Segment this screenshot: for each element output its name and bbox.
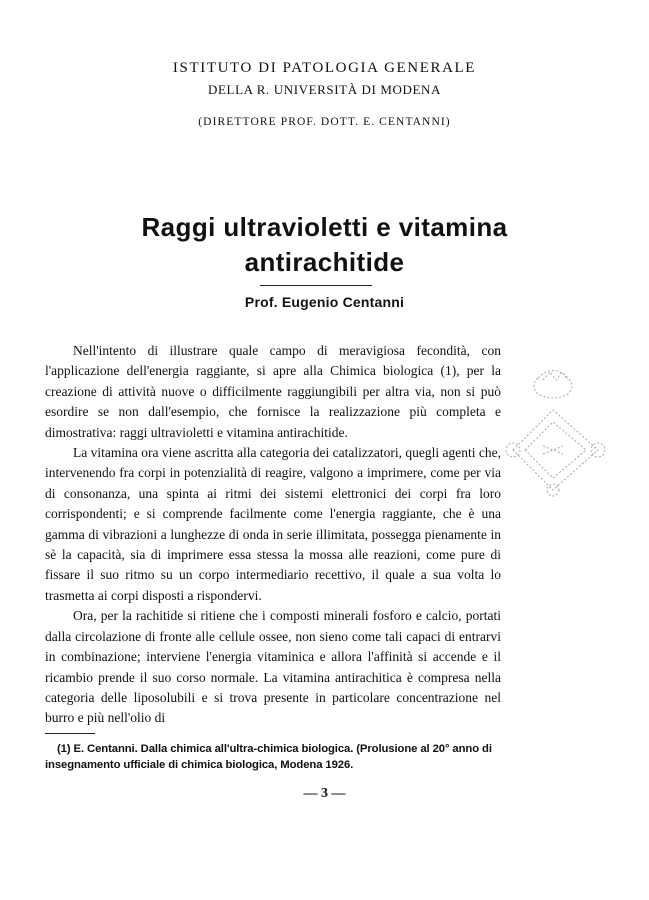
footnote-divider bbox=[45, 733, 95, 734]
page-number: — 3 — bbox=[303, 786, 346, 801]
director-line: (DIRETTORE PROF. DOTT. E. CENTANNI) bbox=[198, 116, 451, 128]
article-title bbox=[0, 210, 649, 280]
body-text bbox=[45, 341, 501, 729]
institute-name: ISTITUTO DI PATOLOGIA GENERALE bbox=[172, 60, 477, 76]
title-line-2: antirachitide bbox=[244, 247, 405, 277]
title-line-1: Raggi ultravioletti e vitamina bbox=[141, 212, 508, 242]
university-name: DELLA R. UNIVERSITÀ DI MODENA bbox=[208, 82, 441, 97]
library-stamp-icon bbox=[498, 358, 618, 498]
title-divider bbox=[260, 285, 372, 286]
paragraph: Ora, per la rachitide si ritiene che i composti minerali fosforo e calcio, portati dalla circolazione di fronte alle cellule ossee, non sieno come tali capaci di entrarvi in combinazione; interviene l'energia vitaminica e allora l'affinità si accende e il ricambio prende il suo corso normale. La vitamina antirachitica è compresa nella categoria delle liposolubili e si trova presente in particolare concentrazione nel burro e più nell'olio di bbox=[45, 608, 501, 726]
paragraph: La vitamina ora viene ascritta alla categoria dei catalizzatori, quegli agenti che, intervenendo fra corpi in potenzialità di reagire, valgono a imprimere, come per via di consonanza, una spinta ai ritmi dei sistemi elettronici dei corpi fra loro corrispondenti; e si comprende facilmente come l'energia raggiante, che è una gamma di vibrazioni a lunghezze di onda in serie illimitata, possegga pienamente in sè la capacità, sia di imprimere essa stessa la mossa alle reazioni, come pure di fissare il suo ritmo su un corpo intermediario recettivo, il quale a sua volta lo trasmetta ai corpi disposti a rispondervi. bbox=[45, 445, 501, 603]
paragraph: Nell'intento di illustrare quale campo di meravigiosa fecondità, con l'applicazione dell'energia raggiante, si apre alla Chimica biologica (1), per la creazione di attività nuove o difficilmente raggiungibili per altra via, non si può esordire se non dall'esempio, che fornisce la realizzazione più completa e dimostrativa: raggi ultravioletti e vitamina antirachitide. bbox=[45, 343, 501, 440]
author-name: Prof. Eugenio Centanni bbox=[244, 294, 405, 310]
footnote: (1) E. Centanni. Dalla chimica all'ultra-chimica biologica. (Prolusione al 20° anno di insegnamento ufficiale di chimica biologica, Modena 1926. bbox=[45, 743, 492, 771]
